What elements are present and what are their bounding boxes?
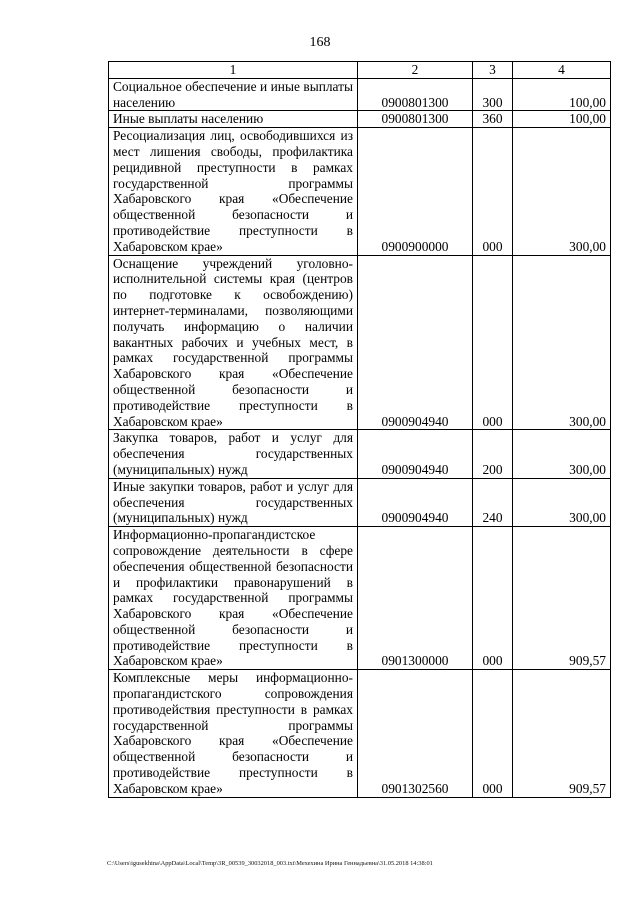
item-name: Иные закупки товаров, работ и услуг для обеспечения государственных (муниципальных) нужд: [109, 478, 358, 526]
item-name: Социальное обеспечение и иные выплаты населению: [109, 78, 358, 111]
table-row: [109, 111, 611, 128]
item-sum: 300,00: [513, 255, 611, 430]
item-code: 0901300000: [358, 527, 473, 670]
item-sum: 909,57: [513, 527, 611, 670]
header-cell: 3: [473, 62, 513, 79]
item-expense-type: 000: [473, 128, 513, 255]
item-expense-type: 360: [473, 111, 513, 128]
item-sum: 100,00: [513, 111, 611, 128]
table-row: [109, 670, 611, 797]
item-code: 0900801300: [358, 78, 473, 111]
table-row: [109, 128, 611, 255]
item-name: Информационно-пропагандистское сопровождение деятельности в сфере обеспечения общественной безопасности и профилактики правонарушений в рамках государственной программы Хабаровского края «Обеспечение общественной безопасности и противодействие преступности в Хабаровском крае»: [109, 527, 358, 670]
item-expense-type: 000: [473, 670, 513, 797]
table-row: [109, 527, 611, 670]
item-name: Закупка товаров, работ и услуг для обеспечения государственных (муниципальных) нужд: [109, 430, 358, 478]
item-sum: 300,00: [513, 478, 611, 526]
header-cell: 2: [358, 62, 473, 79]
item-expense-type: 240: [473, 478, 513, 526]
item-code: 0900904940: [358, 430, 473, 478]
table-row: [109, 430, 611, 478]
item-code: 0900801300: [358, 111, 473, 128]
item-sum: 300,00: [513, 128, 611, 255]
item-code: 0901302560: [358, 670, 473, 797]
item-sum: 909,57: [513, 670, 611, 797]
item-name: Иные выплаты населению: [109, 111, 358, 128]
item-expense-type: 200: [473, 430, 513, 478]
item-name: Ресоциализация лиц, освободившихся из мест лишения свободы, профилактика рецидивной преступности в рамках государственной программы Хабаровского края «Обеспечение общественной безопасности и противодействие преступности в Хабаровском крае»: [109, 128, 358, 255]
item-code: 0900904940: [358, 255, 473, 430]
item-code: 0900904940: [358, 478, 473, 526]
item-name: Оснащение учреждений уголовно-исполнительной системы края (центров по подготовке к освобождению) интернет-терминалами, позволяющими получать информацию о наличии вакантных рабочих и учебных мест, в рамках государственной программы Хабаровского края «Обеспечение общественной безопасности и противодействие преступности в Хабаровском крае»: [109, 255, 358, 430]
table-row: [109, 255, 611, 430]
document-path-footer: C:\Users\igusekhina\AppData\Local\Temp\3R_00539_30032018_003.txt\Мехехина Ирина Геннадьевна\31.05.2018 14:38:01: [107, 860, 433, 867]
table-row: [109, 478, 611, 526]
item-sum: 300,00: [513, 430, 611, 478]
table-header-row: [109, 62, 611, 79]
budget-table: [108, 61, 611, 798]
page-number: 168: [309, 35, 331, 50]
header-cell: 1: [109, 62, 358, 79]
item-expense-type: 300: [473, 78, 513, 111]
item-expense-type: 000: [473, 255, 513, 430]
item-name: Комплексные меры информационно-пропагандистского сопровождения противодействия преступности в рамках государственной программы Хабаровского края «Обеспечение общественной безопасности и противодействие преступности в Хабаровском крае»: [109, 670, 358, 797]
table-row: [109, 78, 611, 111]
item-code: 0900900000: [358, 128, 473, 255]
header-cell: 4: [513, 62, 611, 79]
item-expense-type: 000: [473, 527, 513, 670]
item-sum: 100,00: [513, 78, 611, 111]
